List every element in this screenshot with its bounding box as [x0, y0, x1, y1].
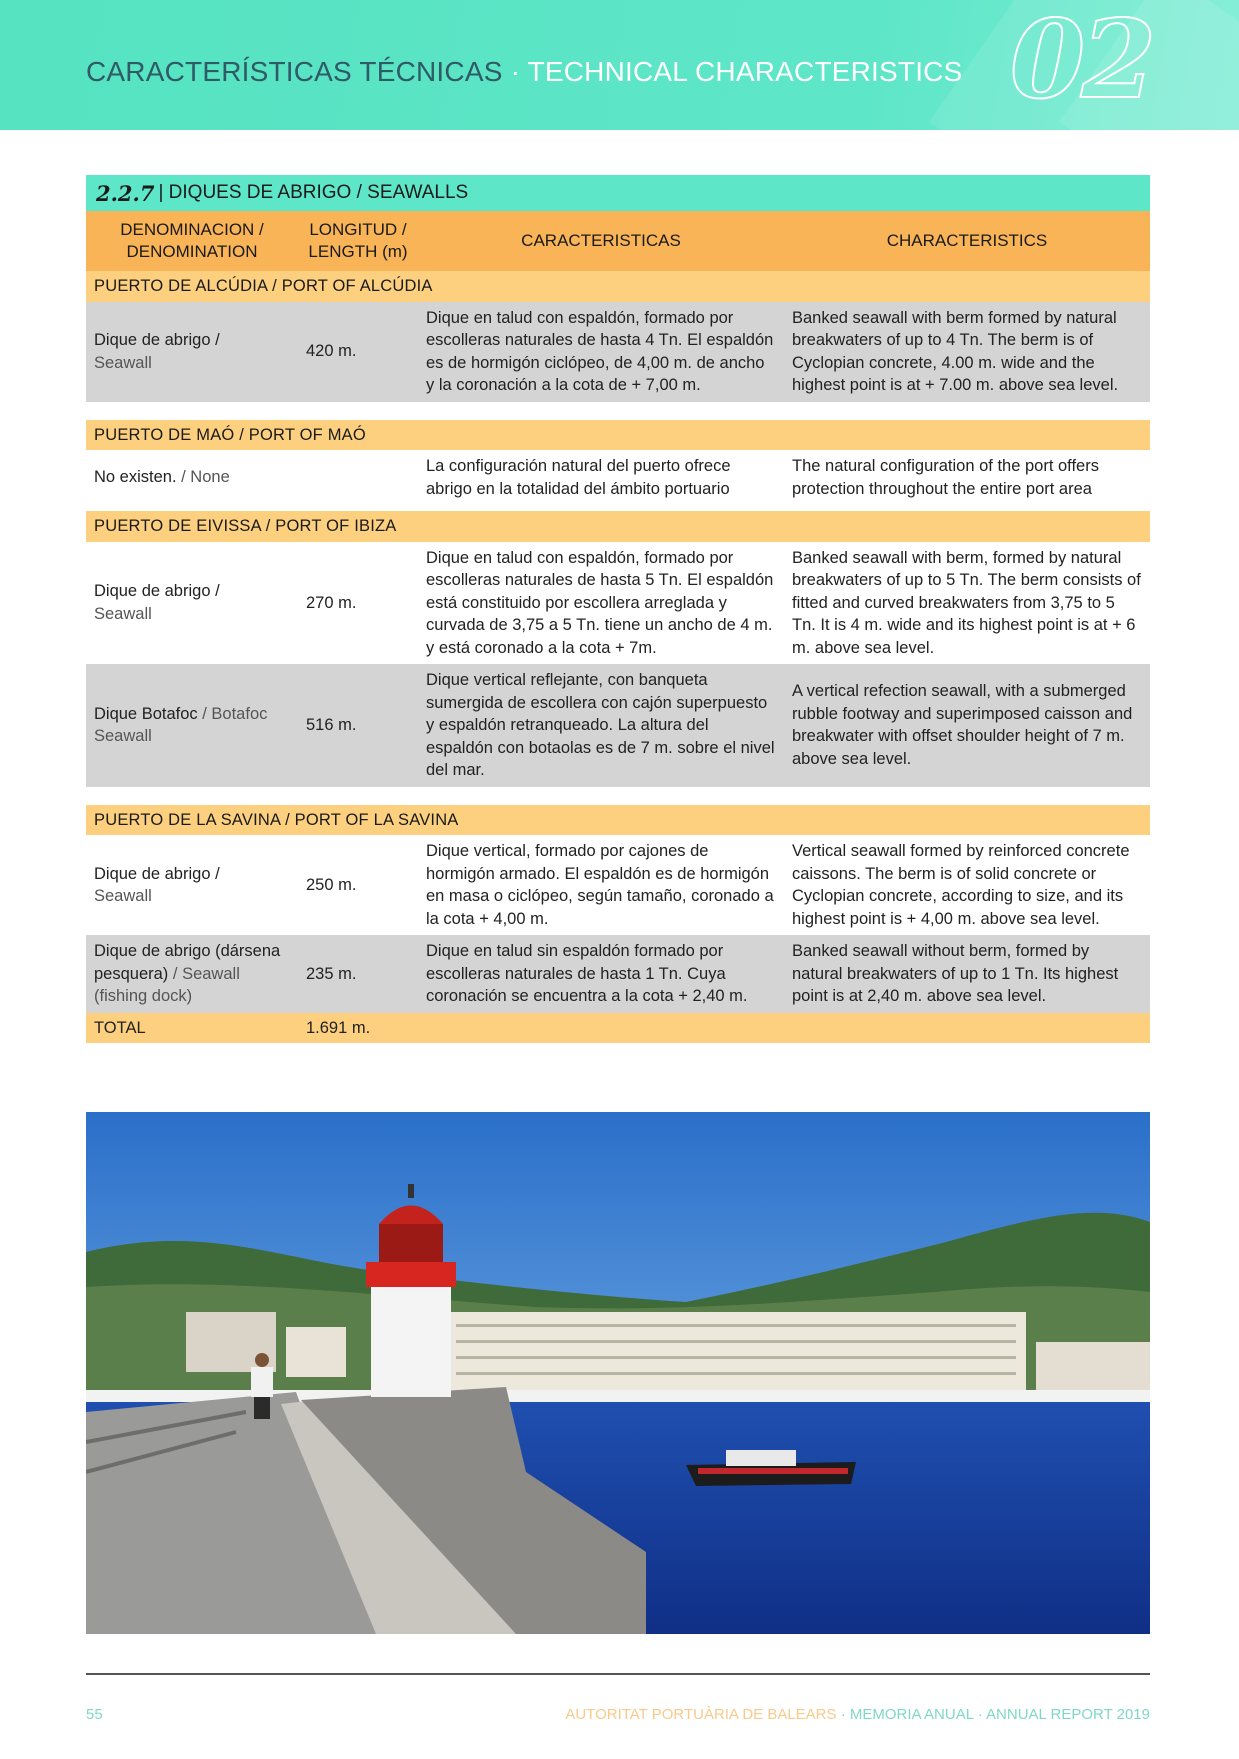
- column-header-length: LONGITUD / LENGTH (m): [298, 211, 418, 271]
- description-en-cell: Banked seawall with berm formed by natural breakwaters of up to 4 Tn. The berm is of Cyclopian concrete, 4.00 m. wide and the highest point is at + 7.00 m. above sea level.: [784, 302, 1150, 402]
- denomination-cell: [86, 542, 298, 665]
- denomination-en: Seawall: [94, 353, 152, 372]
- description-en-cell: Banked seawall with berm, formed by natural breakwaters of up to 5 Tn. The berm consists of fitted and curved breakwaters from 3,75 to 5 Tn. It is 4 m. wide and its highest point is at + 6 m. above sea level.: [784, 542, 1150, 665]
- denomination-es: Dique Botafoc: [94, 704, 198, 723]
- table-row: [86, 450, 1150, 505]
- description-en-cell: Banked seawall without berm, formed by natural breakwaters of up to 1 Tn. Its highest point is at 2,40 m. above sea level.: [784, 935, 1150, 1013]
- description-es-cell: Dique vertical, formado por cajones de hormigón armado. El espaldón es de hormigón en masa o ciclópeo, según tamaño, coronado a la cota + 4,00 m.: [418, 835, 784, 935]
- column-header-denomination: DENOMINACION / DENOMINATION: [86, 211, 298, 271]
- section-title: PUERTO DE ALCÚDIA / PORT OF ALCÚDIA: [86, 271, 1150, 302]
- table-row: [86, 664, 1150, 787]
- page-number: 55: [86, 1706, 103, 1723]
- description-es-cell: La configuración natural del puerto ofrece abrigo en la totalidad del ámbito portuario: [418, 450, 784, 505]
- footer-report-en: ANNUAL REPORT 2019: [986, 1706, 1150, 1723]
- description-en-cell: The natural configuration of the port offers protection throughout the entire port area: [784, 450, 1150, 505]
- denomination-es: Dique de abrigo /: [94, 864, 220, 883]
- length-cell: 420 m.: [298, 302, 418, 402]
- description-es-cell: Dique en talud sin espaldón formado por escolleras naturales de hasta 1 Tn. Cuya coronación se encuentra a la cota + 2,40 m.: [418, 935, 784, 1013]
- denomination-es: Dique de abrigo /: [94, 582, 220, 601]
- table-row: [86, 302, 1150, 402]
- section-title-en: TECHNICAL CHARACTERISTICS: [527, 56, 963, 87]
- table-header-row: [86, 211, 1150, 271]
- footer-separator: ·: [977, 1706, 983, 1723]
- description-en-cell: A vertical refection seawall, with a submerged rubble footway and superimposed caisson and breakwater with offset shoulder height of 7 m. above sea level.: [784, 664, 1150, 787]
- seawalls-table-block: [86, 175, 1150, 1043]
- column-header-characteristics: CHARACTERISTICS: [784, 211, 1150, 271]
- denomination-es: No existen.: [94, 468, 177, 487]
- table-row: [86, 542, 1150, 665]
- total-label: TOTAL: [86, 1013, 298, 1044]
- length-cell: 270 m.: [298, 542, 418, 665]
- length-cell: [298, 450, 418, 505]
- section-row: [86, 805, 1150, 836]
- denomination-en: / None: [181, 468, 230, 487]
- title-separator: ·: [510, 56, 521, 87]
- denomination-cell: [86, 450, 298, 505]
- total-row: [86, 1013, 1150, 1044]
- table-caption: [86, 175, 1150, 211]
- table-row: [86, 935, 1150, 1013]
- table-caption-text: | DIQUES DE ABRIGO / SEAWALLS: [158, 182, 469, 203]
- footer-rule: [86, 1673, 1150, 1675]
- denomination-cell: [86, 302, 298, 402]
- description-es-cell: Dique vertical reflejante, con banqueta sumergida de escollera con cajón superpuesto y espaldón retranqueado. La altura del espaldón con botaolas es de 7 m. sobre el nivel del mar.: [418, 664, 784, 787]
- denomination-en: / Seawall (fishing dock): [94, 964, 240, 1005]
- description-es-cell: Dique en talud con espaldón, formado por escolleras naturales de hasta 5 Tn. El espaldón está constituido por escollera arreglada y curvada de 3,75 a 5 Tn. tiene un ancho de 4 m. y está coronado a la cota + 7m.: [418, 542, 784, 665]
- length-cell: 235 m.: [298, 935, 418, 1013]
- denomination-en: Seawall: [94, 604, 152, 623]
- section-title: PUERTO DE LA SAVINA / PORT OF LA SAVINA: [86, 805, 1150, 836]
- spacer-row: [86, 787, 1150, 805]
- lighthouse-photo-illustration: [86, 1112, 1150, 1634]
- section-title: PUERTO DE MAÓ / PORT OF MAÓ: [86, 420, 1150, 451]
- denomination-es: Dique de abrigo /: [94, 331, 220, 349]
- denomination-en: / Botafoc Seawall: [94, 704, 268, 746]
- denomination-es: Dique de abrigo (dársena pesquera): [94, 942, 281, 983]
- section-row: [86, 511, 1150, 542]
- page-header: [0, 0, 1239, 130]
- section-title: [86, 56, 962, 88]
- denomination-cell: [86, 935, 298, 1013]
- footer-report-es: MEMORIA ANUAL: [849, 1706, 974, 1723]
- denomination-cell: [86, 664, 298, 787]
- footer-separator: ·: [840, 1706, 846, 1723]
- chapter-number: 02: [1010, 0, 1153, 123]
- description-es-cell: Dique en talud con espaldón, formado por escolleras naturales de hasta 4 Tn. El espaldón es de hormigón ciclópeo, de 4,00 m. de ancho y la coronación a la cota de + 7,00 m.: [418, 302, 784, 402]
- footer-report-line: [565, 1706, 1150, 1723]
- section-title-es: CARACTERÍSTICAS TÉCNICAS: [86, 56, 503, 87]
- length-cell: 516 m.: [298, 664, 418, 787]
- denomination-cell: [86, 835, 298, 935]
- footer-organization: AUTORITAT PORTUÀRIA DE BALEARS: [565, 1706, 837, 1723]
- denomination-en: Seawall: [94, 887, 152, 905]
- description-en-cell: Vertical seawall formed by reinforced concrete caissons. The berm is of solid concrete or Cyclopian concrete, according to size, and its highest point is + 4,00 m. above sea level.: [784, 835, 1150, 935]
- section-row: [86, 271, 1150, 302]
- section-title: PUERTO DE EIVISSA / PORT OF IBIZA: [86, 511, 1150, 542]
- lighthouse-photo: [86, 1112, 1150, 1634]
- section-row: [86, 420, 1150, 451]
- column-header-caracteristicas: CARACTERISTICAS: [418, 211, 784, 271]
- length-cell: 250 m.: [298, 835, 418, 935]
- spacer-row: [86, 402, 1150, 420]
- table-row: [86, 835, 1150, 935]
- table-number: 2.2.7: [96, 180, 155, 206]
- seawalls-table: [86, 211, 1150, 1043]
- total-value: 1.691 m.: [298, 1013, 418, 1044]
